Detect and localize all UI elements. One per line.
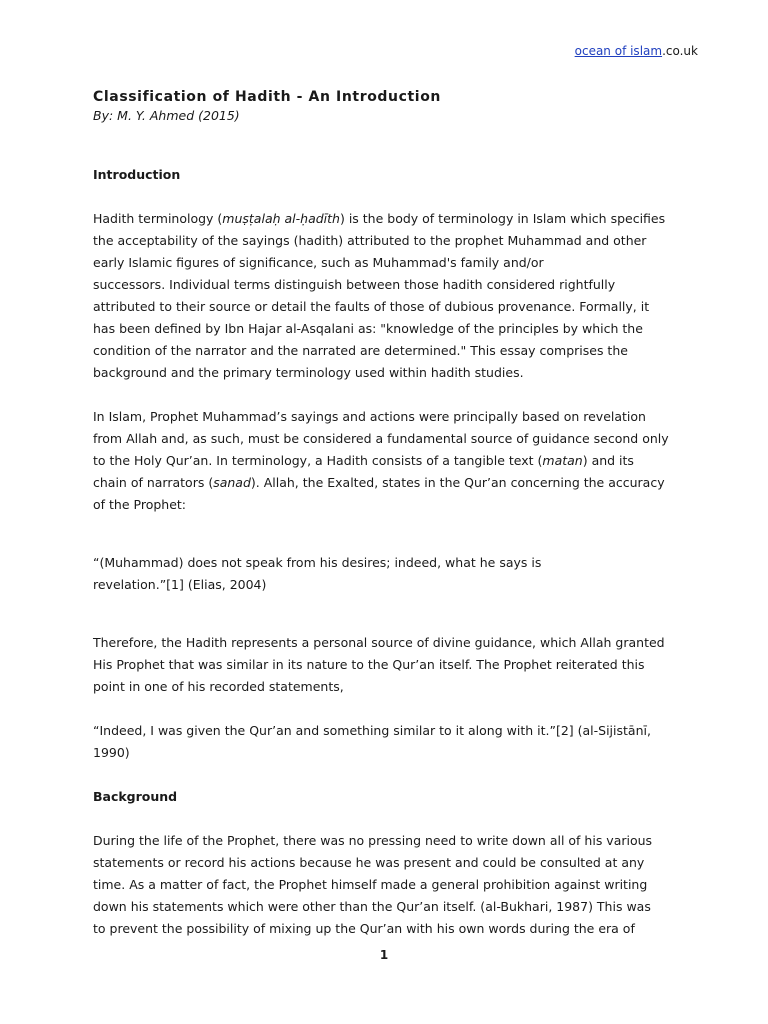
text-line: His Prophet that was similar in its nature to the Qur’an itself. The Prophet reiterated this bbox=[93, 657, 645, 672]
site-header bbox=[575, 43, 698, 59]
term-matan: matan bbox=[542, 453, 583, 468]
text-line: Therefore, the Hadith represents a personal source of divine guidance, which Allah granted bbox=[93, 635, 665, 650]
document-title: Classification of Hadith - An Introduction bbox=[93, 89, 441, 105]
text-line: Hadith terminology (muṣṭalaḥ al-ḥadīth) is the body of terminology in Islam which specifies bbox=[93, 211, 666, 226]
site-domain-suffix: .co.uk bbox=[662, 44, 698, 58]
text-line: During the life of the Prophet, there was no pressing need to write down all of his various bbox=[93, 833, 653, 848]
term-sanad: sanad bbox=[213, 475, 251, 490]
text-line: of the Prophet: bbox=[93, 497, 186, 512]
text-line: background and the primary terminology used within hadith studies. bbox=[93, 365, 524, 380]
text-line: 1990) bbox=[93, 745, 130, 760]
text-line: has been defined by Ibn Hajar al-Asqalani as: "knowledge of the principles by which the bbox=[93, 321, 643, 336]
quote-given-the-quran bbox=[93, 720, 698, 764]
text-line: attributed to their source or detail the faults of those of dubious provenance. Formally, it bbox=[93, 299, 650, 314]
text-line: to the Holy Qur’an. In terminology, a Hadith consists of a tangible text (matan) and its bbox=[93, 453, 634, 468]
text-line: from Allah and, as such, must be considered a fundamental source of guidance second only bbox=[93, 431, 669, 446]
paragraph-hadith-terminology bbox=[93, 208, 698, 384]
text-line: condition of the narrator and the narrated are determined." This essay comprises the bbox=[93, 343, 628, 358]
text-line: early Islamic figures of significance, such as Muhammad's family and/or bbox=[93, 255, 544, 270]
text-line: “Indeed, I was given the Qur’an and something similar to it along with it.”[2] (al-Sijistānī, bbox=[93, 723, 651, 738]
text-line: time. As a matter of fact, the Prophet himself made a general prohibition against writing bbox=[93, 877, 648, 892]
text-line: revelation.”[1] (Elias, 2004) bbox=[93, 577, 267, 592]
paragraph-sayings-and-actions bbox=[93, 406, 698, 516]
text-line: to prevent the possibility of mixing up the Qur’an with his own words during the era of bbox=[93, 921, 635, 936]
site-link[interactable]: ocean of islam bbox=[574, 44, 663, 58]
text-line: In Islam, Prophet Muhammad’s sayings and actions were principally based on revelation bbox=[93, 409, 646, 424]
term-mustalah: muṣṭalaḥ al-ḥadīth bbox=[222, 211, 340, 226]
page-number: 1 bbox=[379, 948, 389, 962]
text-line: successors. Individual terms distinguish between those hadith considered rightfully bbox=[93, 277, 616, 292]
document-body bbox=[93, 164, 698, 940]
section-heading-background: Background bbox=[93, 789, 178, 804]
paragraph-background bbox=[93, 830, 698, 940]
document-byline: By: M. Y. Ahmed (2015) bbox=[93, 108, 240, 123]
text-line: down his statements which were other than the Qur’an itself. (al-Bukhari, 1987) This was bbox=[93, 899, 651, 914]
text-line: the acceptability of the sayings (hadith) attributed to the prophet Muhammad and other bbox=[93, 233, 647, 248]
section-heading-introduction: Introduction bbox=[93, 167, 181, 182]
text-line: “(Muhammad) does not speak from his desires; indeed, what he says is bbox=[93, 555, 542, 570]
text-line: statements or record his actions because he was present and could be consulted at any bbox=[93, 855, 645, 870]
paragraph-divine-guidance bbox=[93, 632, 698, 698]
quote-revelation bbox=[93, 552, 698, 596]
text-line: chain of narrators (sanad). Allah, the Exalted, states in the Qur’an concerning the accuracy bbox=[93, 475, 665, 490]
text-line: point in one of his recorded statements, bbox=[93, 679, 344, 694]
